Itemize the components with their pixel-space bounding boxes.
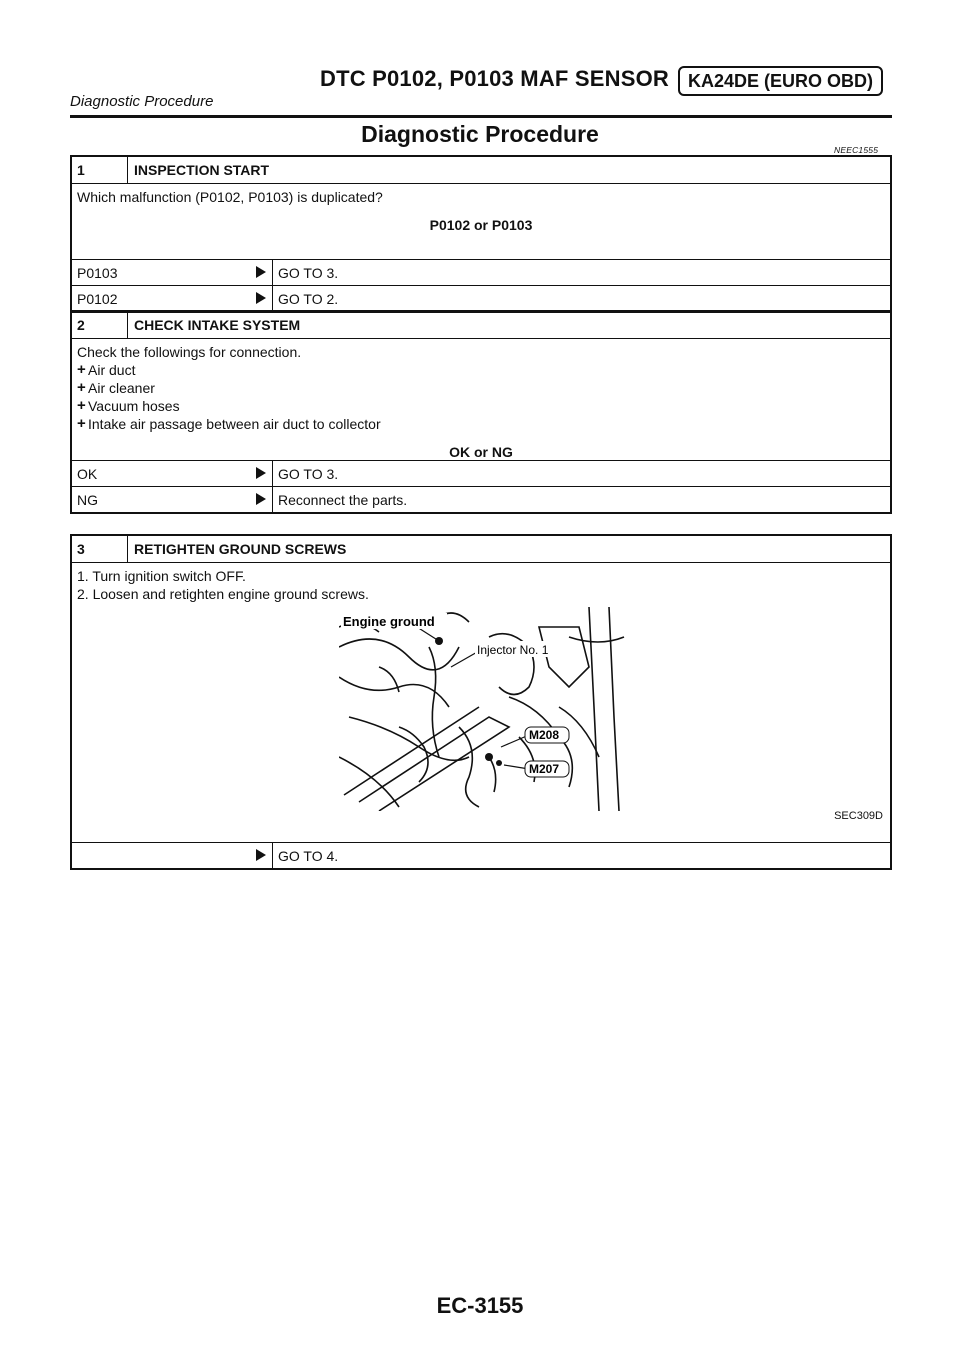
step-title: CHECK INTAKE SYSTEM <box>134 317 301 333</box>
step-3-table <box>70 534 892 870</box>
result-row <box>72 259 890 285</box>
result-label: P0102 <box>77 290 118 307</box>
bullet-icon: + <box>77 379 86 396</box>
result-action: GO TO 4. <box>272 843 890 868</box>
step-header <box>72 157 890 183</box>
bullet-icon: + <box>77 397 86 414</box>
result-row <box>72 460 890 486</box>
result-action: Reconnect the parts. <box>272 487 890 512</box>
step-instruction: Check the followings for connection. <box>77 344 302 360</box>
step-2-table <box>70 310 892 514</box>
connector-m208-label: M208 <box>529 728 560 742</box>
arrow-right-icon <box>256 467 266 479</box>
result-label: P0103 <box>77 264 118 281</box>
engine-badge: KA24DE (EURO OBD) <box>678 66 883 96</box>
arrow-right-icon <box>256 849 266 861</box>
arrow-right-icon <box>256 493 266 505</box>
step-body <box>72 562 890 842</box>
step-instruction: 1. Turn ignition switch OFF. <box>77 568 246 584</box>
list-item: + Vacuum hoses <box>77 397 180 414</box>
step-number: 1 <box>72 157 128 183</box>
document-title: DTC P0102, P0103 MAF SENSOR <box>320 66 669 91</box>
result-row <box>72 842 890 868</box>
step-instruction: 2. Loosen and retighten engine ground screws. <box>77 586 369 602</box>
result-label: NG <box>77 491 98 508</box>
step-header <box>72 536 890 562</box>
step-question: OK or NG <box>449 444 513 460</box>
arrow-right-icon <box>256 266 266 278</box>
list-item: + Air cleaner <box>77 379 155 396</box>
result-row <box>72 285 890 311</box>
step-number: 2 <box>72 312 128 338</box>
bullet-icon: + <box>77 361 86 378</box>
step-header <box>72 312 890 338</box>
step-title: RETIGHTEN GROUND SCREWS <box>134 541 347 557</box>
document-subtitle: Diagnostic Procedure <box>70 93 214 110</box>
engine-illustration <box>339 607 631 811</box>
step-body <box>72 338 890 460</box>
step-body <box>72 183 890 259</box>
section-code: NEEC1555 <box>834 145 879 155</box>
step-question: P0102 or P0103 <box>429 217 533 233</box>
step-instruction: Which malfunction (P0102, P0103) is duplicated? <box>77 189 383 205</box>
arrow-right-icon <box>256 292 266 304</box>
connector-m207-label: M207 <box>529 762 560 776</box>
step-number: 3 <box>72 536 128 562</box>
engine-figure <box>77 603 885 825</box>
result-action: GO TO 3. <box>272 260 890 285</box>
engine-ground-label: Engine ground <box>343 614 435 629</box>
step-1-table <box>70 155 892 313</box>
page-number: EC-3155 <box>436 1293 524 1318</box>
bullet-icon: + <box>77 415 86 432</box>
header-rule <box>70 115 892 118</box>
engine-ground-photo <box>339 607 631 811</box>
list-item: + Intake air passage between air duct to collector <box>77 415 381 432</box>
injector-label: Injector No. 1 <box>477 643 549 657</box>
list-item: + Air duct <box>77 361 136 378</box>
step-title: INSPECTION START <box>134 162 270 178</box>
section-title: Diagnostic Procedure <box>361 121 599 147</box>
result-label: OK <box>77 465 98 482</box>
result-row <box>72 486 890 512</box>
result-action: GO TO 2. <box>272 286 890 311</box>
result-action: GO TO 3. <box>272 461 890 486</box>
figure-code: SEC309D <box>834 810 883 822</box>
